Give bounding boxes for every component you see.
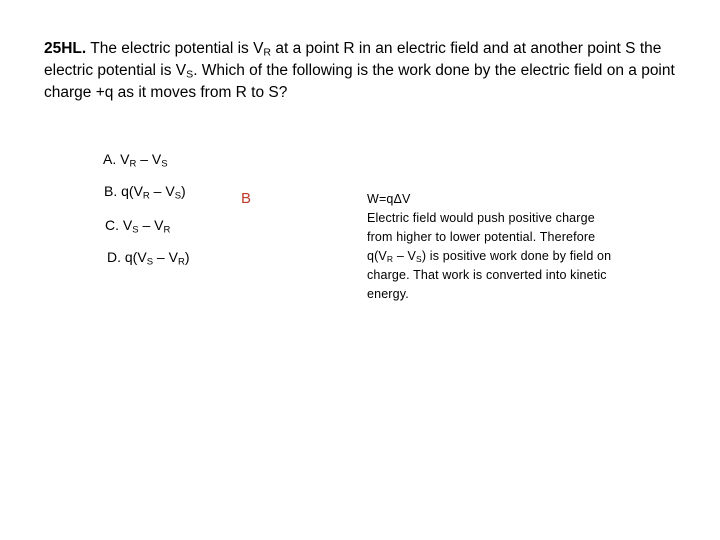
choice-d-prefix: D. q(V [107, 249, 147, 265]
explanation [367, 190, 667, 304]
choice-a [103, 150, 168, 168]
choice-c-sub1: S [132, 224, 139, 236]
question-text [44, 38, 684, 104]
choice-d-sub1: S [146, 256, 154, 268]
choice-b [104, 182, 186, 200]
explanation-line-1: W=qΔV [367, 192, 411, 206]
choice-b-sub2: S [174, 190, 182, 202]
explanation-line-2: Electric field would push positive charge [367, 211, 595, 225]
choice-a-sub1: R [129, 158, 137, 170]
choice-b-prefix: B. q(V [104, 183, 143, 199]
choice-a-prefix: A. V [103, 151, 130, 167]
choice-c-mid: – V [138, 217, 164, 233]
choice-d-mid: – V [153, 249, 178, 265]
choice-d-suffix: ) [184, 249, 190, 265]
explanation-line-4-pre: q(V [367, 249, 387, 263]
explanation-line-6: energy. [367, 287, 409, 301]
explanation-line-4-sub1: R [386, 254, 394, 265]
question-text-part-2: at a point R in an electric field and at another point S the electric potential is V [44, 40, 662, 79]
explanation-line-4-sub2: S [416, 254, 422, 265]
choice-b-sub1: R [142, 190, 150, 202]
choice-c [105, 216, 170, 234]
choice-c-prefix: C. V [105, 217, 133, 233]
choice-d-sub2: R [177, 256, 185, 268]
choice-b-suffix: ) [181, 183, 186, 199]
choice-b-mid: – V [149, 183, 175, 199]
subscript-r: R [263, 46, 272, 59]
choice-d [107, 248, 190, 266]
subscript-s: S [186, 68, 194, 81]
question-number: 25HL. [44, 40, 87, 57]
answer-label: B [241, 190, 252, 207]
explanation-line-3: from higher to lower potential. Therefore [367, 230, 596, 244]
choice-a-mid: – V [136, 151, 162, 167]
question-text-part-3: . Which of the following is the work done by the electric field on a point charge +q as it moves from R to S? [44, 62, 675, 101]
question-text-part-1: The electric potential is V [86, 40, 264, 57]
explanation-line-4-mid: – V [393, 249, 417, 263]
choice-c-sub2: R [163, 224, 171, 236]
choice-a-sub2: S [161, 158, 168, 170]
explanation-line-4-post: ) is positive work done by field on [421, 249, 612, 263]
explanation-line-4 [367, 247, 667, 266]
explanation-line-5: charge. That work is converted into kinetic [367, 268, 607, 282]
